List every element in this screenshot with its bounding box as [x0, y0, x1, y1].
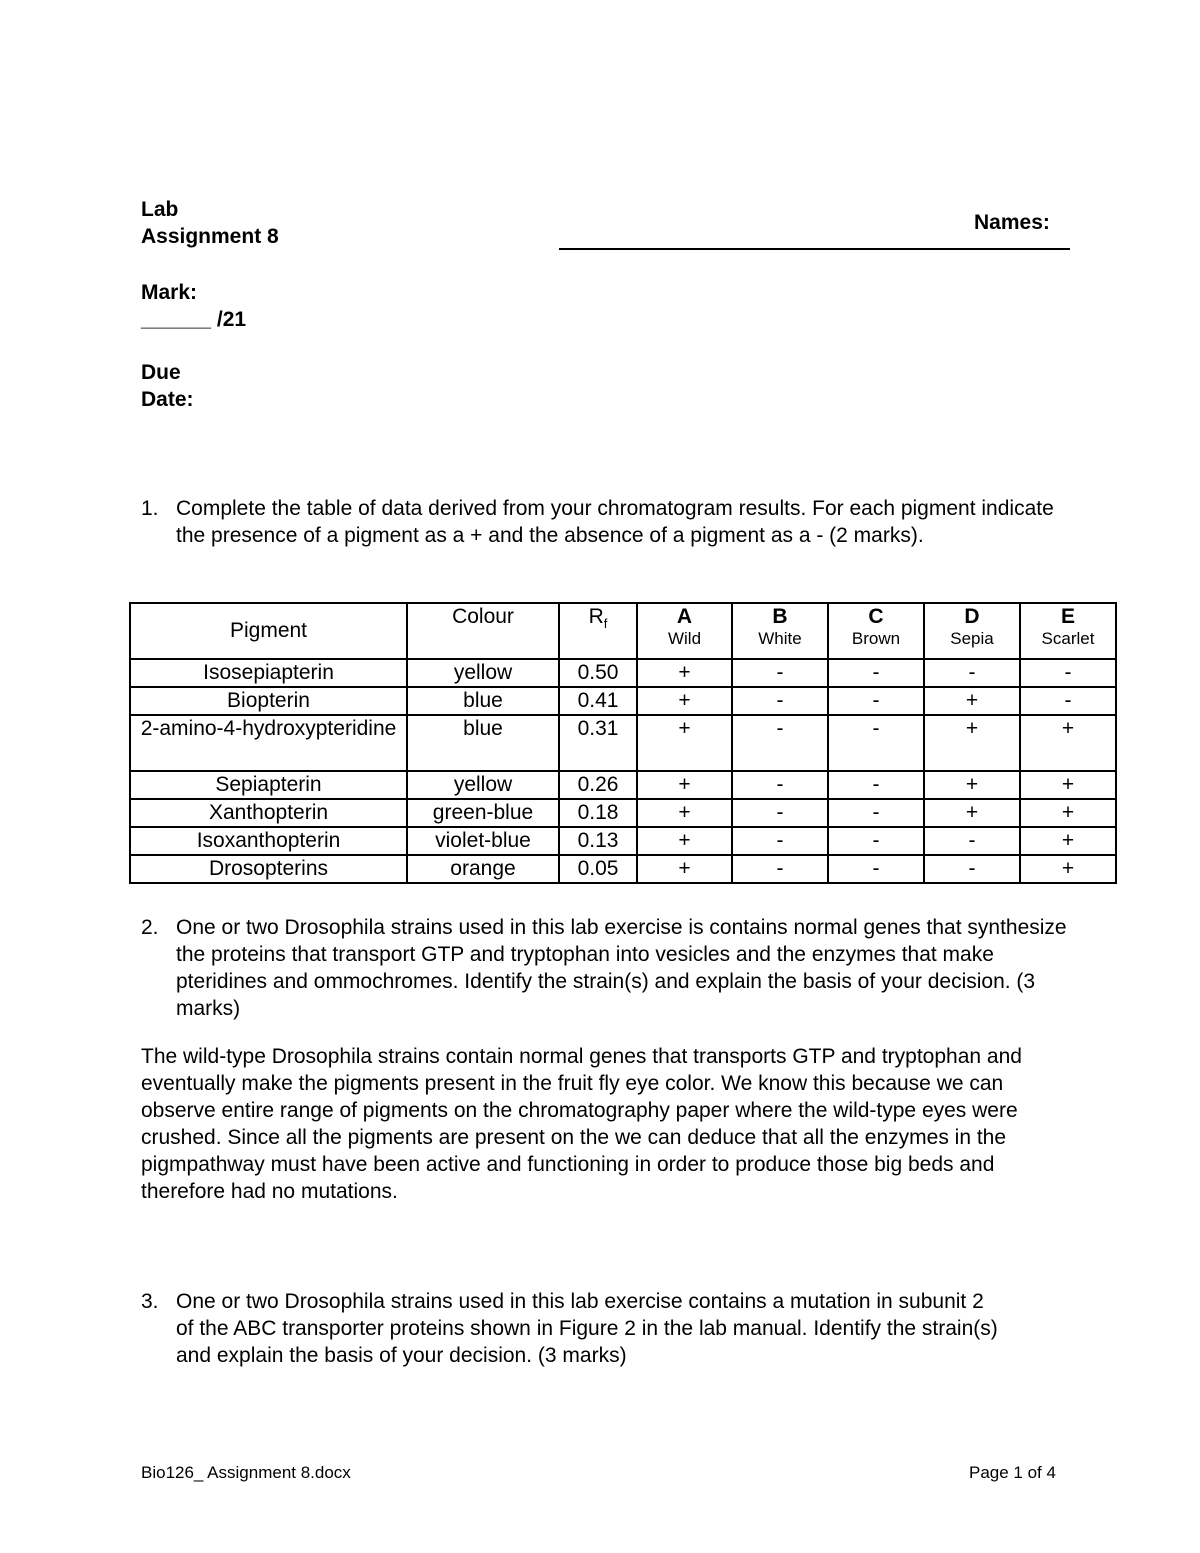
cell-colour: blue: [407, 715, 559, 771]
cell-pigment: Isosepiapterin: [130, 659, 407, 687]
cell-pigment: Drosopterins: [130, 855, 407, 883]
strain-letter: A: [676, 605, 693, 628]
cell-b: -: [732, 771, 828, 799]
mark-value: ______ /21: [141, 308, 247, 331]
strain-name: White: [758, 629, 802, 648]
cell-rf: 0.13: [559, 827, 637, 855]
lab-label: Lab: [141, 198, 179, 221]
q2-text: One or two Drosophila strains used in this lab exercise is contains normal genes that synthesize the proteins that transport GTP and tryptophan into vesicles and the enzymes that make pteridines and ommochromes. Identify the strain(s) and explain the basis of your decision. (3 marks): [176, 916, 1067, 1020]
header-strain-c: [828, 603, 924, 659]
strain-name: Sepia: [950, 629, 994, 648]
q3-text: One or two Drosophila strains used in this lab exercise contains a mutation in subunit 2 of the ABC transporter proteins shown in Figure 2 in the lab manual. Identify the strain(s) and explain the basis of your decision. (3 marks): [176, 1290, 998, 1367]
cell-pigment: Isoxanthopterin: [130, 827, 407, 855]
q2-number: 2.: [141, 916, 159, 939]
names-underline: [559, 248, 1070, 250]
cell-pigment: Xanthopterin: [130, 799, 407, 827]
cell-rf: 0.18: [559, 799, 637, 827]
cell-c: -: [828, 799, 924, 827]
cell-c: -: [828, 827, 924, 855]
table-row: [130, 771, 1116, 799]
cell-pigment: Biopterin: [130, 687, 407, 715]
due-label: Due: [141, 361, 181, 384]
cell-c: -: [828, 715, 924, 771]
table-header-row: [130, 603, 1116, 659]
cell-e: -: [1020, 659, 1116, 687]
table-row: [130, 659, 1116, 687]
cell-a: +: [637, 771, 732, 799]
strain-letter: B: [772, 605, 788, 628]
cell-b: -: [732, 659, 828, 687]
footer-filename: Bio126_ Assignment 8.docx: [141, 1463, 351, 1482]
cell-e: +: [1020, 715, 1116, 771]
cell-c: -: [828, 687, 924, 715]
cell-c: -: [828, 855, 924, 883]
cell-d: +: [924, 687, 1020, 715]
footer-page-number: Page 1 of 4: [969, 1463, 1056, 1482]
header-rf: [559, 603, 637, 659]
header-strain-b: [732, 603, 828, 659]
strain-letter: D: [964, 605, 980, 628]
pigment-table: [129, 602, 1117, 884]
strain-name: Scarlet: [1041, 629, 1095, 648]
names-label: Names:: [974, 211, 1050, 234]
cell-d: +: [924, 771, 1020, 799]
cell-rf: 0.50: [559, 659, 637, 687]
table-row: [130, 715, 1116, 771]
strain-name: Wild: [667, 629, 702, 648]
cell-a: +: [637, 687, 732, 715]
cell-b: -: [732, 715, 828, 771]
cell-colour: yellow: [407, 771, 559, 799]
strain-letter: C: [868, 605, 884, 628]
cell-d: -: [924, 855, 1020, 883]
cell-b: -: [732, 827, 828, 855]
cell-a: +: [637, 659, 732, 687]
cell-rf: 0.41: [559, 687, 637, 715]
strain-letter: E: [1060, 605, 1075, 628]
table-row: [130, 687, 1116, 715]
cell-d: -: [924, 827, 1020, 855]
cell-pigment: Sepiapterin: [130, 771, 407, 799]
cell-colour: blue: [407, 687, 559, 715]
cell-rf: 0.31: [559, 715, 637, 771]
cell-rf: 0.05: [559, 855, 637, 883]
cell-colour: orange: [407, 855, 559, 883]
table-row: [130, 799, 1116, 827]
cell-rf: 0.26: [559, 771, 637, 799]
header-rf-base: R: [588, 605, 604, 628]
cell-e: -: [1020, 687, 1116, 715]
cell-b: -: [732, 855, 828, 883]
table-row: [130, 827, 1116, 855]
cell-d: -: [924, 659, 1020, 687]
header-pigment: Pigment: [130, 603, 407, 659]
strain-name: Brown: [851, 629, 901, 648]
header-strain-d: [924, 603, 1020, 659]
cell-c: -: [828, 659, 924, 687]
header-rf-sub: f: [603, 616, 608, 632]
cell-colour: yellow: [407, 659, 559, 687]
date-label: Date:: [141, 388, 194, 411]
cell-d: +: [924, 715, 1020, 771]
table-row: [130, 855, 1116, 883]
header-strain-e: [1020, 603, 1116, 659]
cell-e: +: [1020, 855, 1116, 883]
assignment-label: Assignment 8: [141, 225, 279, 248]
q1-text: Complete the table of data derived from your chromatogram results. For each pigment indicate the presence of a pigment as a + and the absence of a pigment as a - (2 marks).: [176, 497, 1054, 547]
cell-a: +: [637, 827, 732, 855]
q1-number: 1.: [141, 497, 159, 520]
cell-b: -: [732, 799, 828, 827]
cell-e: +: [1020, 827, 1116, 855]
cell-b: -: [732, 687, 828, 715]
cell-c: -: [828, 771, 924, 799]
cell-a: +: [637, 799, 732, 827]
q3-number: 3.: [141, 1290, 159, 1313]
cell-d: +: [924, 799, 1020, 827]
mark-label: Mark:: [141, 281, 198, 304]
header-strain-a: [637, 603, 732, 659]
cell-a: +: [637, 855, 732, 883]
q2-answer: The wild-type Drosophila strains contain normal genes that transports GTP and tryptophan and eventually make the pigments present in the fruit fly eye color. We know this because we can observe entire range of pigments on the chromatography paper where the wild-type eyes were crushed. Since all the pigments are present on the we can deduce that all the enzymes in the pigmpathway must have been active and functioning in order to produce those big beds and therefore had no mutations.: [141, 1045, 1022, 1203]
cell-colour: green-blue: [407, 799, 559, 827]
cell-colour: violet-blue: [407, 827, 559, 855]
cell-pigment: 2-amino-4-hydroxypteridine: [130, 715, 407, 771]
header-colour: Colour: [407, 603, 559, 659]
cell-e: +: [1020, 771, 1116, 799]
cell-e: +: [1020, 799, 1116, 827]
cell-a: +: [637, 715, 732, 771]
